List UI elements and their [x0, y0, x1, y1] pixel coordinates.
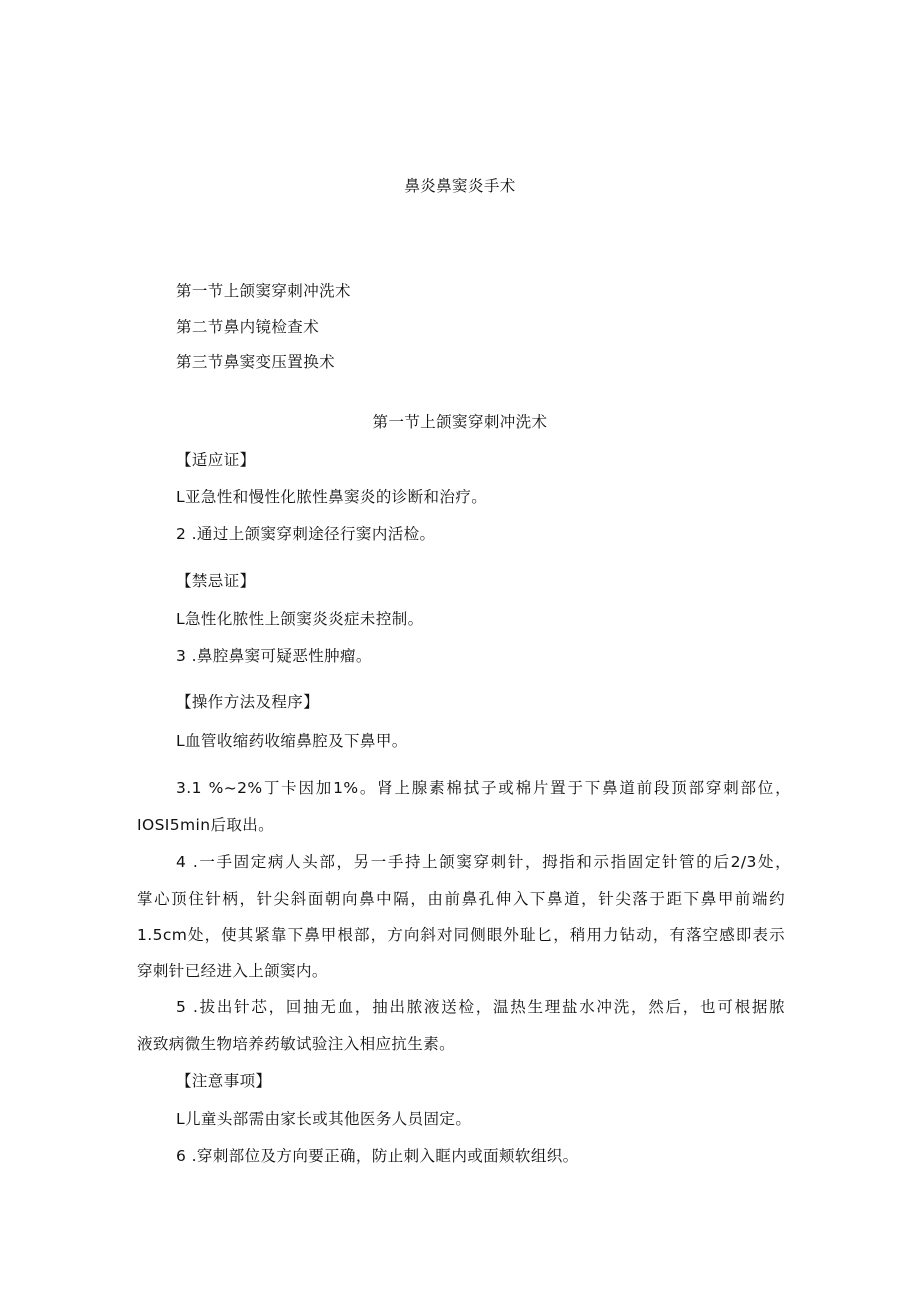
toc-item: 第一节上颌窦穿刺冲洗术 [176, 282, 351, 300]
note-item: L儿童头部需由家长或其他医务人员固定。 [176, 1110, 472, 1128]
procedure-step-continued: 液致病微生物培养药敏试验注入相应抗生素。 [137, 1035, 456, 1053]
procedure-step-continued: 1.5cm处，使其紧靠下鼻甲根部，方向斜对同侧眼外耻匕，稍用力钻动，有落空感即表示 [137, 926, 785, 944]
toc-item: 第二节鼻内镜检查术 [176, 318, 320, 336]
indication-item: 2 .通过上颌窦穿刺途径行窦内活检。 [176, 525, 436, 543]
notes-label: 【注意事项】 [176, 1072, 272, 1090]
toc-item: 第三节鼻窦变压置换术 [176, 353, 336, 371]
contraindication-item: 3 .鼻腔鼻窦可疑恶性肿瘤。 [176, 647, 372, 665]
contraindications-label: 【禁忌证】 [176, 572, 256, 590]
procedure-step-continued: IOSI5min后取出。 [137, 816, 275, 834]
indications-label: 【适应证】 [176, 451, 256, 469]
procedure-step: 5 .拔出针芯，回抽无血，抽出脓液送检，温热生理盐水冲洗，然后，也可根据脓 [176, 998, 785, 1016]
section-heading: 第一节上颌窦穿刺冲洗术 [372, 413, 548, 431]
document-title: 鼻炎鼻窦炎手术 [404, 177, 516, 195]
procedure-step-continued: 掌心顶住针柄，针尖斜面朝向鼻中隔，由前鼻孔伸入下鼻道，针尖落于距下鼻甲前端约 [137, 890, 785, 908]
procedure-step: 3.1 %~2%丁卡因加1%。肾上腺素棉拭子或棉片置于下鼻道前段顶部穿刺部位， [176, 779, 791, 797]
contraindication-item: L急性化脓性上颌窦炎炎症未控制。 [176, 610, 424, 628]
procedure-step: 4 .一手固定病人头部，另一手持上颌窦穿刺针，拇指和示指固定针管的后2/3处， [176, 853, 791, 871]
note-item: 6 .穿刺部位及方向要正确，防止刺入眶内或面颊软组织。 [176, 1147, 579, 1165]
procedure-step-continued: 穿刺针已经进入上颌窦内。 [137, 962, 328, 980]
indication-item: L亚急性和慢性化脓性鼻窦炎的诊断和治疗。 [176, 488, 488, 506]
procedure-label: 【操作方法及程序】 [176, 693, 320, 711]
procedure-step: L血管收缩药收缩鼻腔及下鼻甲。 [176, 732, 408, 750]
